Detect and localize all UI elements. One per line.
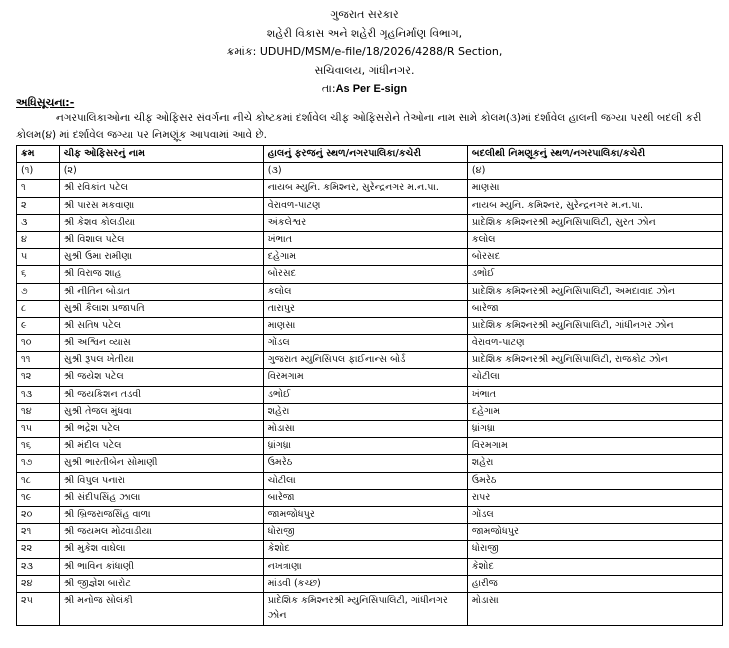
cell-current-posting: ચોટીલા bbox=[263, 472, 467, 489]
table-row bbox=[17, 317, 723, 334]
cell-officer-name: શ્રી સંદીપસિંહ ઝાલા bbox=[59, 489, 263, 506]
cell-new-posting: શહેરા bbox=[467, 455, 722, 472]
table-header-row bbox=[17, 146, 723, 163]
cell-serial: ૪ bbox=[17, 231, 60, 248]
cell-serial: ૨૩ bbox=[17, 558, 60, 575]
table-row bbox=[17, 558, 723, 575]
cell-current-posting: માંડવી (કચ્છ) bbox=[263, 575, 467, 592]
cell-serial: ૧૫ bbox=[17, 421, 60, 438]
cell-new-posting: પ્રાદેશિક કમિશ્નરશ્રી મ્યુનિસિપાલિટી, રાજકોટ ઝોન bbox=[467, 352, 722, 369]
cell-new-posting: વિરમગામ bbox=[467, 438, 722, 455]
cell-officer-name: શ્રી જયકિશન તડવી bbox=[59, 386, 263, 403]
cell-current-posting: બોરસદ bbox=[263, 266, 467, 283]
cell-officer-name: શ્રી અશ્વિન વ્યાસ bbox=[59, 335, 263, 352]
table-row bbox=[17, 438, 723, 455]
column-number: (૪) bbox=[467, 163, 722, 180]
cell-serial: ૭ bbox=[17, 283, 60, 300]
cell-new-posting: ડભોઈ bbox=[467, 266, 722, 283]
notice-body: નગરપાલિકાઓના ચીફ ઓફિસર સંવર્ગના નીચે કોષ્ટકમાં દર્શાવેલ ચીફ ઓફિસરોને તેઓના નામ સામે કોલમ(૩)માં દર્શાવેલ હાલની જગ્યા પરથી બદલી કરી કોલમ(૪) માં દર્શાવેલ જગ્યા પર નિમણૂંક આપવામાં આવે છે. bbox=[16, 112, 702, 141]
table-row bbox=[17, 575, 723, 592]
table-body bbox=[17, 180, 723, 626]
reference-value: UDUHD/MSM/e-file/18/2026/4288/R Section, bbox=[256, 45, 503, 58]
table-row bbox=[17, 300, 723, 317]
cell-current-posting: બારેજા bbox=[263, 489, 467, 506]
cell-officer-name: શ્રી બ્રિજરાજસિંહ વાળા bbox=[59, 506, 263, 523]
cell-current-posting: વેરાવળ-પાટણ bbox=[263, 197, 467, 214]
cell-officer-name: શ્રી મુકેશ વાઘેલા bbox=[59, 541, 263, 558]
cell-current-posting: માણસા bbox=[263, 317, 467, 334]
document-header bbox=[0, 0, 729, 99]
cell-current-posting: વિરમગામ bbox=[263, 369, 467, 386]
cell-new-posting: હારીજ bbox=[467, 575, 722, 592]
document-date bbox=[0, 80, 729, 99]
cell-serial: ૧૭ bbox=[17, 455, 60, 472]
cell-new-posting: રાપર bbox=[467, 489, 722, 506]
cell-new-posting: દહેગામ bbox=[467, 403, 722, 420]
cell-officer-name: શ્રી રવિકાંત પટેલ bbox=[59, 180, 263, 197]
cell-new-posting: ધોરાજી bbox=[467, 541, 722, 558]
cell-serial: ૧૬ bbox=[17, 438, 60, 455]
cell-current-posting: ધોરાજી bbox=[263, 524, 467, 541]
cell-serial: ૨૨ bbox=[17, 541, 60, 558]
cell-serial: ૬ bbox=[17, 266, 60, 283]
cell-officer-name: સુશ્રી ભારતીબેન સોમાણી bbox=[59, 455, 263, 472]
table-row bbox=[17, 249, 723, 266]
cell-serial: ૨ bbox=[17, 197, 60, 214]
cell-serial: ૨૫ bbox=[17, 592, 60, 625]
cell-serial: ૯ bbox=[17, 317, 60, 334]
table-row bbox=[17, 214, 723, 231]
cell-new-posting: ચોટીલા bbox=[467, 369, 722, 386]
cell-serial: ૧૮ bbox=[17, 472, 60, 489]
table-row bbox=[17, 472, 723, 489]
table-row bbox=[17, 283, 723, 300]
header-current-posting: હાલનું ફરજનું સ્થળ/નગરપાલિકા/કચેરી bbox=[263, 146, 467, 163]
cell-current-posting: મોડાસા bbox=[263, 421, 467, 438]
cell-officer-name: સુશ્રી કૈલાશ પ્રજાપતિ bbox=[59, 300, 263, 317]
cell-new-posting: મોડાસા bbox=[467, 592, 722, 625]
cell-new-posting: માણસા bbox=[467, 180, 722, 197]
cell-officer-name: સુશ્રી તેજલ મુંધવા bbox=[59, 403, 263, 420]
table-row bbox=[17, 231, 723, 248]
office-location: સચિવાલય, ગાંધીનગર. bbox=[314, 63, 415, 77]
cell-current-posting: દહેગામ bbox=[263, 249, 467, 266]
column-number: (૩) bbox=[263, 163, 467, 180]
cell-new-posting: વેરાવળ-પાટણ bbox=[467, 335, 722, 352]
cell-officer-name: સુશ્રી રૂપલ ખેતીયા bbox=[59, 352, 263, 369]
cell-officer-name: સુશ્રી ઉમા રામીણા bbox=[59, 249, 263, 266]
table-row bbox=[17, 403, 723, 420]
cell-current-posting: કેશોદ bbox=[263, 541, 467, 558]
cell-current-posting: નાયબ મ્યુનિ. કમિશ્નર, સુરેન્દ્રનગર મ.ન.પા. bbox=[263, 180, 467, 197]
cell-new-posting: બોરસદ bbox=[467, 249, 722, 266]
table-row bbox=[17, 386, 723, 403]
cell-serial: ૧૦ bbox=[17, 335, 60, 352]
reference-label: ક્રમાંક: bbox=[226, 45, 257, 58]
cell-current-posting: પ્રાદેશિક કમિશ્નરશ્રી મ્યુનિસિપાલિટી, ગાંધીનગર ઝોન bbox=[263, 592, 467, 625]
cell-officer-name: શ્રી જયમલ મોઢવાડીયા bbox=[59, 524, 263, 541]
cell-new-posting: બારેજા bbox=[467, 300, 722, 317]
cell-current-posting: જામજોધપુર bbox=[263, 506, 467, 523]
column-number: (૨) bbox=[59, 163, 263, 180]
cell-current-posting: ગુજરાત મ્યુનિસિપલ ફાઈનાન્સ બોર્ડ bbox=[263, 352, 467, 369]
cell-current-posting: અંકલેશ્વર bbox=[263, 214, 467, 231]
cell-current-posting: ખંભાત bbox=[263, 231, 467, 248]
cell-serial: ૧ bbox=[17, 180, 60, 197]
cell-new-posting: કલોલ bbox=[467, 231, 722, 248]
cell-serial: ૨૦ bbox=[17, 506, 60, 523]
cell-new-posting: ગોંડલ bbox=[467, 506, 722, 523]
cell-officer-name: શ્રી ભાવિન કાંધાણી bbox=[59, 558, 263, 575]
notice-title: અધિસૂચના:- bbox=[16, 96, 75, 109]
cell-officer-name: શ્રી જયેશ પટેલ bbox=[59, 369, 263, 386]
cell-new-posting: પ્રાદેશિક કમિશ્નરશ્રી મ્યુનિસિપાલિટી, ગાંધીનગર ઝોન bbox=[467, 317, 722, 334]
table-row bbox=[17, 369, 723, 386]
cell-officer-name: શ્રી જીજ્ઞેશ બારોટ bbox=[59, 575, 263, 592]
table-row bbox=[17, 335, 723, 352]
cell-serial: ૧૨ bbox=[17, 369, 60, 386]
cell-current-posting: કલોલ bbox=[263, 283, 467, 300]
cell-officer-name: શ્રી કેશવ કોલડીયા bbox=[59, 214, 263, 231]
column-number: (૧) bbox=[17, 163, 60, 180]
table-row bbox=[17, 455, 723, 472]
table-row bbox=[17, 266, 723, 283]
cell-serial: ૩ bbox=[17, 214, 60, 231]
cell-serial: ૧૪ bbox=[17, 403, 60, 420]
cell-officer-name: શ્રી વિશાલ પટેલ bbox=[59, 231, 263, 248]
cell-new-posting: ધ્રાંગધ્રા bbox=[467, 421, 722, 438]
cell-current-posting: ડભોઈ bbox=[263, 386, 467, 403]
cell-serial: ૧૧ bbox=[17, 352, 60, 369]
cell-new-posting: ઉમરેઠ bbox=[467, 472, 722, 489]
cell-new-posting: જામજોધપુર bbox=[467, 524, 722, 541]
table-column-number-row bbox=[17, 163, 723, 180]
cell-officer-name: શ્રી વિપુલ પનારા bbox=[59, 472, 263, 489]
header-new-posting: બદલીથી નિમણૂકનું સ્થળ/નગરપાલિકા/કચેરી bbox=[467, 146, 722, 163]
cell-officer-name: શ્રી ભદ્રેશ પટેલ bbox=[59, 421, 263, 438]
cell-serial: ૨૪ bbox=[17, 575, 60, 592]
cell-serial: ૧૩ bbox=[17, 386, 60, 403]
cell-officer-name: શ્રી સતિષ પટેલ bbox=[59, 317, 263, 334]
cell-new-posting: પ્રાદેશિક કમિશ્નરશ્રી મ્યુનિસિપાલિટી, સુરત ઝોન bbox=[467, 214, 722, 231]
cell-officer-name: શ્રી વિરાજ શાહ bbox=[59, 266, 263, 283]
cell-new-posting: નાયબ મ્યુનિ. કમિશ્નર, સુરેન્દ્રનગર મ.ન.પા. bbox=[467, 197, 722, 214]
reference-number bbox=[0, 43, 729, 62]
table-row bbox=[17, 421, 723, 438]
cell-serial: ૧૯ bbox=[17, 489, 60, 506]
department-name: શહેરી વિકાસ અને શહેરી ગૃહનિર્માણ વિભાગ, bbox=[266, 26, 463, 40]
cell-current-posting: ગોંડલ bbox=[263, 335, 467, 352]
header-officer-name: ચીફ ઓફિસરનું નામ bbox=[59, 146, 263, 163]
cell-current-posting: શહેરા bbox=[263, 403, 467, 420]
cell-officer-name: શ્રી નીતિન બોડાત bbox=[59, 283, 263, 300]
cell-current-posting: ઉમરેઠ bbox=[263, 455, 467, 472]
table-row bbox=[17, 541, 723, 558]
cell-officer-name: શ્રી મંદીલ પટેલ bbox=[59, 438, 263, 455]
table-row bbox=[17, 524, 723, 541]
table-row bbox=[17, 180, 723, 197]
cell-new-posting: કેશોદ bbox=[467, 558, 722, 575]
cell-new-posting: ખંભાત bbox=[467, 386, 722, 403]
cell-current-posting: તારાપુર bbox=[263, 300, 467, 317]
date-value: As Per E-sign bbox=[335, 83, 408, 95]
transfer-table bbox=[16, 145, 723, 626]
cell-officer-name: શ્રી મનોજ સોલંકી bbox=[59, 592, 263, 625]
government-name: ગુજરાત સરકાર bbox=[330, 8, 399, 21]
table-row bbox=[17, 592, 723, 625]
header-serial: ક્રમ bbox=[17, 146, 60, 163]
table-row bbox=[17, 352, 723, 369]
cell-serial: ૨૧ bbox=[17, 524, 60, 541]
date-label: તા: bbox=[321, 82, 336, 95]
cell-serial: ૮ bbox=[17, 300, 60, 317]
cell-current-posting: નખત્રાણા bbox=[263, 558, 467, 575]
cell-new-posting: પ્રાદેશિક કમિશ્નરશ્રી મ્યુનિસિપાલિટી, અમદાવાદ ઝોન bbox=[467, 283, 722, 300]
cell-serial: ૫ bbox=[17, 249, 60, 266]
table-row bbox=[17, 489, 723, 506]
table-row bbox=[17, 506, 723, 523]
cell-officer-name: શ્રી પારસ મકવાણા bbox=[59, 197, 263, 214]
table-row bbox=[17, 197, 723, 214]
cell-current-posting: ધ્રાંગધ્રા bbox=[263, 438, 467, 455]
